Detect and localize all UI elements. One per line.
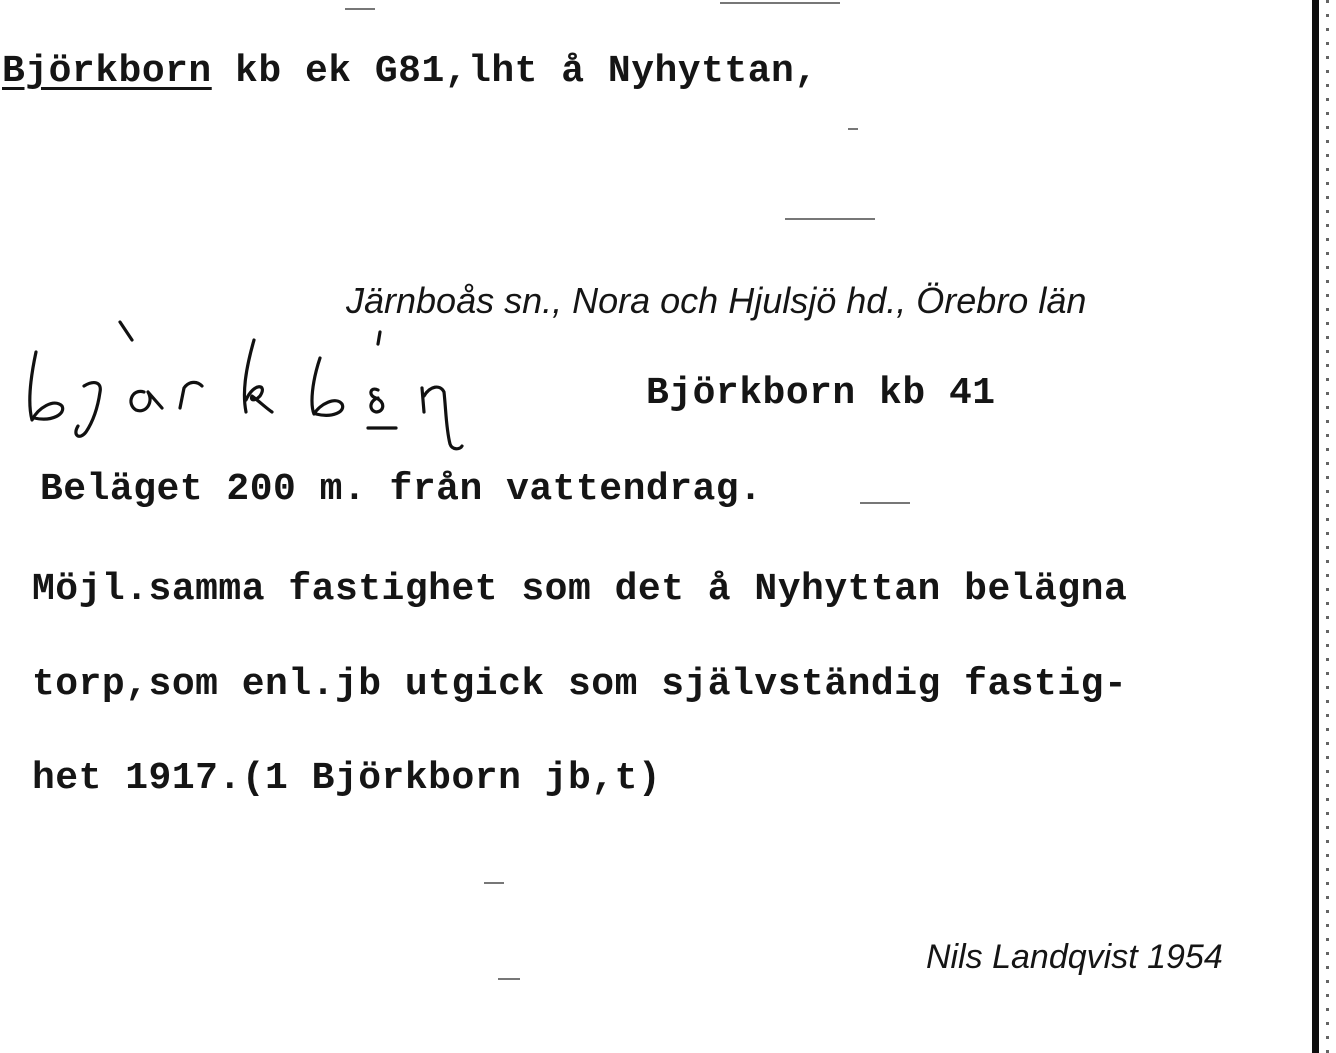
scan-speck (860, 502, 910, 504)
scan-speck (484, 882, 504, 884)
scan-speck (785, 218, 875, 220)
body-line-2: torp,som enl.jb utgick som självständig fastig- (32, 663, 1128, 706)
card-heading (2, 50, 818, 93)
location-note: Beläget 200 m. från vattendrag. (40, 468, 763, 511)
body-line-1: Möjl.samma fastighet som det å Nyhyttan belägna (32, 568, 1128, 611)
headword: Björkborn (2, 50, 212, 93)
scan-speck (720, 2, 840, 4)
scan-speck (848, 128, 858, 130)
card-edge-dots (1326, 0, 1329, 1053)
signature: Nils Landqvist 1954 (926, 938, 1223, 976)
location-line: Järnboås sn., Nora och Hjulsjö hd., Örebro län (346, 280, 1087, 321)
handwritten-phonetic-transcription (20, 310, 490, 460)
scan-speck (345, 8, 375, 10)
reference-line: Björkborn kb 41 (646, 372, 996, 415)
scan-speck (498, 978, 520, 980)
card-edge-line (1312, 0, 1319, 1053)
body-line-3: het 1917.(1 Björkborn jb,t) (32, 757, 662, 800)
heading-rest: kb ek G81,lht å Nyhyttan, (211, 50, 818, 93)
